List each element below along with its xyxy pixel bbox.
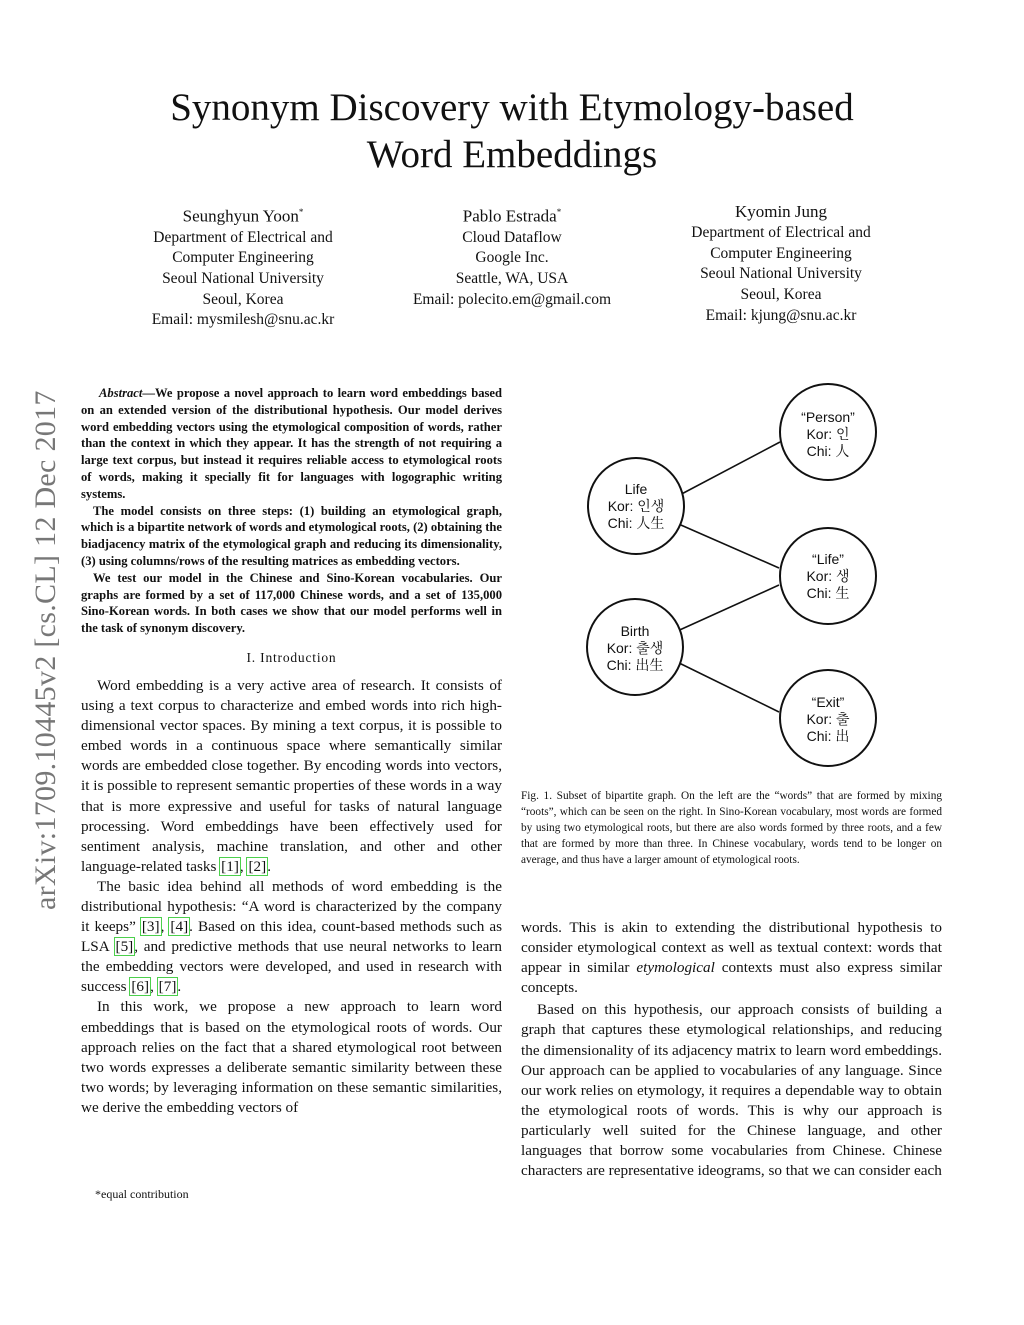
affiliation-line: Cloud Dataflow (462, 228, 562, 246)
node-label: “Life” (812, 551, 844, 567)
node-chinese: Chi: 人生 (607, 515, 665, 531)
citation-link[interactable]: [1] (221, 857, 239, 875)
graph-node-root-exit (780, 670, 876, 766)
abstract-label: Abstract (99, 386, 143, 400)
right-paragraph-1-part-b: contexts must also express similar concepts. (521, 959, 943, 997)
introduction-body: Word embedding is a very active area of research. It consists of using a text corpus to characterize and embed words into rich high-dimensional vector spaces. By mining a text corpus, it is possible to embed words in a continuous space where semantically similar words are embedded close together. By encoding words into vectors, it is possible to represent semantic properties of these words in a way that is more expressive and useful for tasks of natural language processing. Word embeddings have been effectively used for sentiment analysis, machine translation, and other and other language-related tasks [1], [2]. The basic idea behind all methods of word embedding is the distributional hypothesis: “A word is characterized by the company it keeps” [3], [4]. Based on this idea, count-based methods such as LSA [5], and predictive methods that use neural networks to learn the embedding vectors were developed, and used in research with success [6], [7]. In this work, we propose a new approach to learn word embeddings that is based on the etymological roots of words. Our approach relies on the fact that a shared etymological root between two words expresses a deliberate semantic similarity between these two words; by leveraging information on these semantic similarities, we derive the embedding vectors of (81, 676, 502, 1118)
intro-paragraph-1: Word embedding is a very active area of research. It consists of using a text corpus to characterize and embed words into rich high-dimensional vector spaces. By mining a text corpus, it is possible to embed words in a continuous space where semantically similar words are embedded close together. By encoding words into vectors, it is possible to represent semantic properties of these words in a way that is more expressive and useful for tasks of natural language processing. Word embeddings have been effectively used for sentiment analysis, machine translation, and other and other language-related tasks (81, 676, 502, 875)
author-email[interactable]: Email: mysmilesh@snu.ac.kr (151, 311, 335, 329)
title-line-2: Word Embeddings (366, 133, 658, 176)
intro-paragraph-2-part-b: . Based on this idea, count-based methods such as LSA (81, 918, 502, 956)
author-block-1 (93, 201, 393, 331)
graph-node-root-life (780, 528, 876, 624)
citation-link[interactable]: [5] (115, 938, 134, 956)
node-chinese: Chi: 生 (806, 585, 850, 601)
node-korean: Kor: 인 (806, 426, 850, 442)
affiliation-line: Department of Electrical and (153, 228, 333, 246)
abstract-paragraph-2: The model consists on three steps: (1) building an etymological graph, which is a bipartite network of words and etymological roots, (2) obtaining the biadjacency matrix of the etymological graph and reducing its dimensionality, (3) using columns/rows of the resulting matrices as embedding vectors. (81, 503, 502, 568)
affiliation-line: Seoul National University (700, 265, 862, 283)
abstract-paragraph-1: We propose a novel approach to learn word embeddings based on an extended version of the distributional hypothesis. Our model derives word embedding vectors using the etymological composition of words, rather than the context in which they appear. It has the strength of not requiring a large text corpus, but instead it requires reliable access to etymological roots of words, making it specially fit for languages with logographic writing systems. (81, 386, 502, 501)
affiliation-line: Seattle, WA, USA (455, 270, 569, 288)
author-name: Seunghyun Yoon (182, 206, 299, 226)
citation-link[interactable]: [6] (131, 978, 150, 996)
node-korean: Kor: 인생 (607, 498, 665, 514)
graph-node-word-birth (587, 599, 683, 695)
right-paragraph-1-part-a: words. This is akin to extending the distributional hypothesis to consider etymological context as well as textual context: words that appear in similar (521, 919, 942, 977)
paper-title (100, 84, 924, 178)
affiliation-line: Google Inc. (475, 249, 549, 267)
affiliation-line: Computer Engineering (172, 249, 314, 267)
node-korean: Kor: 출 (806, 711, 850, 727)
node-chinese: Chi: 出生 (606, 657, 664, 673)
affiliation-line: Computer Engineering (710, 244, 852, 262)
node-label: Life (624, 481, 648, 497)
graph-node-root-person (780, 384, 876, 480)
figure-caption: Fig. 1. Subset of bipartite graph. On the left are the “words” that are formed by mixing “roots”, which can be seen on the right. In Sino-Korean vocabulary, most words are formed by using two etymological roots, but there are also words formed by three roots, and a few that are formed by more than three. In Chinese vocabulary, words tend to be longer on average, and thus have a larger amount of etymological roots. (521, 790, 942, 866)
affiliation-line: Seoul, Korea (740, 286, 822, 304)
arxiv-identifier: arXiv:1709.10445v2 [cs.CL] 12 Dec 2017 (29, 390, 62, 910)
intro-paragraph-2-part-c: , and predictive methods that use neural networks to learn the embedding vectors were developed, and used in research with success (81, 938, 502, 996)
graph-edge (673, 585, 779, 633)
emphasis-etymological: etymological (636, 959, 715, 977)
intro-paragraph-2-part-a: The basic idea behind all methods of word embedding is the distributional hypothesis: “A word is characterized by the company it keeps” (81, 877, 502, 936)
graph-svg (520, 380, 950, 780)
graph-node-word-life (588, 458, 684, 554)
graph-edge (674, 522, 779, 568)
author-email[interactable]: Email: polecito.em@gmail.com (412, 290, 612, 308)
node-korean: Kor: 출생 (606, 640, 664, 656)
abstract-paragraph-3: We test our model in the Chinese and Sino-Korean vocabularies. Our graphs are formed by a set of 117,000 Chinese words, and a set of 135,000 Sino-Korean words. In both cases we show that our model performs well in the task of synonym discovery. (81, 570, 502, 636)
node-label: Birth (620, 623, 650, 639)
abstract: Abstract—We propose a novel approach to learn word embeddings based on an extended version of the distributional hypothesis. Our model derives word embedding vectors using the etymological composition of words, rather than the context in which they appear. It has the strength of not requiring a large text corpus, but instead it requires reliable access to etymological roots of words, making it specially fit for languages with logographic writing systems. The model consists on three steps: (1) building an etymological graph, which is a bipartite network of words and etymological roots, (2) obtaining the biadjacency matrix of the etymological graph and reducing its dimensionality, (3) using columns/rows of the resulting matrices as embedding vectors. We test our model in the Chinese and Sino-Korean vocabularies. Our graphs are formed by a set of 117,000 Chinese words, and a set of 135,000 Sino-Korean words. In both cases we show that our model performs well in the task of synonym discovery. (81, 386, 502, 636)
affiliation-line: Seoul, Korea (202, 290, 284, 308)
affiliation-line: Department of Electrical and (691, 224, 871, 241)
title-line-1: Synonym Discovery with Etymology-based (170, 86, 854, 129)
equal-contribution-mark: * (298, 207, 304, 217)
graph-edge (674, 442, 780, 498)
citation-link[interactable]: [2] (248, 857, 267, 875)
node-label: “Person” (801, 409, 855, 425)
author-name: Kyomin Jung (734, 202, 828, 221)
left-column (81, 385, 502, 1118)
footnote: *equal contribution (95, 1187, 189, 1201)
section-heading-introduction: I. Introduction (246, 649, 337, 665)
author-email[interactable]: Email: kjung@snu.ac.kr (705, 306, 857, 324)
citation-link[interactable]: [3] (141, 918, 160, 936)
affiliation-line: Seoul National University (162, 270, 324, 288)
node-korean: Kor: 생 (806, 568, 850, 584)
node-label: “Exit” (811, 694, 845, 710)
node-chinese: Chi: 人 (806, 443, 850, 459)
citation-link[interactable]: [4] (170, 918, 189, 936)
equal-contribution-mark: * (556, 207, 562, 217)
figure-bipartite-graph (520, 380, 950, 780)
citation-link[interactable]: [7] (158, 978, 177, 996)
author-name: Pablo Estrada (462, 206, 557, 226)
intro-paragraph-3: In this work, we propose a new approach to learn word embeddings that is based on the etymological roots of words. Our approach relies on the fact that a shared etymological root between two words expresses a deliberate semantic similarity between these two words; by leveraging information on these semantic similarities, we derive the embedding vectors of (81, 998, 502, 1116)
author-block-3 (631, 201, 931, 327)
node-chinese: Chi: 出 (806, 728, 850, 744)
author-block-2 (362, 201, 662, 310)
right-paragraph-2: Based on this hypothesis, our approach consists of building a graph that captures these etymological relationships, and reducing the dimensionality of its adjacency matrix to learn word embeddings. Our approach can be applied to vocabularies of any language. Since our work relies on etymology, it requires a dependable way to obtain the etymological roots of words. This is why our approach is particularly well suited for the Chinese language, and other languages that borrow some vocabularies from Chinese. Chinese characters are representative ideograms, so that we can consider each (521, 1001, 942, 1180)
graph-edge (673, 660, 779, 712)
right-column (521, 918, 942, 1181)
